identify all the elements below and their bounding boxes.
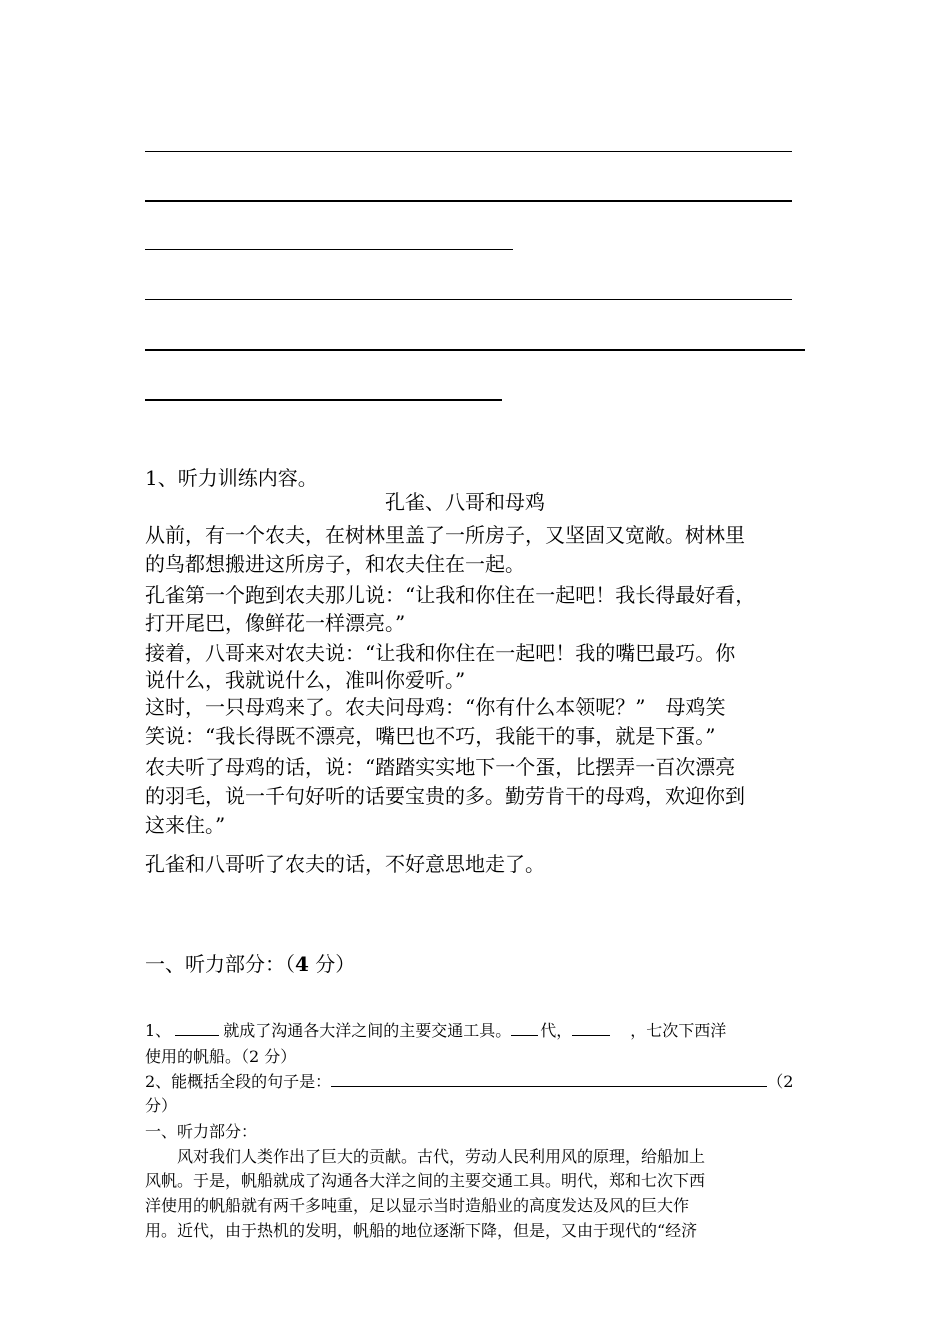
story-line: 笑说：“我长得既不漂亮，嘴巴也不巧，我能干的事，就是下蛋。” (145, 724, 716, 748)
passage-line: 风对我们人类作出了巨大的贡献。古代，劳动人民利用风的原理，给船加上 (145, 1147, 706, 1166)
question-2-continued: 分） (145, 1096, 178, 1115)
question-text: 2、能概括全段的句子是： (145, 1072, 332, 1091)
listening-heading: 1、听力训练内容。 (145, 466, 318, 490)
writing-line (145, 399, 502, 401)
section-score: 4 (295, 952, 309, 976)
question-1 (145, 1018, 726, 1041)
writing-line (145, 299, 792, 300)
story-line: 孔雀第一个跑到农夫那儿说：“让我和你住在一起吧！我长得最好看， (145, 583, 756, 607)
story-title: 孔雀、八哥和母鸡 (385, 490, 545, 514)
story-line: 农夫听了母鸡的话，说：“踏踏实实地下一个蛋，比摆弄一百次漂亮 (145, 755, 736, 779)
answer-blank[interactable] (572, 1020, 610, 1036)
question-2 (145, 1069, 793, 1092)
story-line: 打开尾巴，像鲜花一样漂亮。” (145, 611, 406, 635)
answer-blank[interactable] (175, 1020, 219, 1036)
passage-line: 用。近代，由于热机的发明，帆船的地位逐渐下降，但是，又由于现代的“经济 (145, 1221, 698, 1240)
section-heading: 一、听力部分： (145, 1122, 258, 1141)
answer-blank[interactable] (511, 1020, 538, 1036)
section-heading-suffix: 分） (308, 952, 356, 976)
section-heading-prefix: 一、听力部分：（ (145, 952, 295, 976)
question-1-continued: 使用的帆船。（2 分） (145, 1047, 297, 1066)
story-line: 的鸟都想搬进这所房子，和农夫住在一起。 (145, 552, 525, 576)
story-line: 这时，一只母鸡来了。农夫问母鸡：“你有什么本领呢？” 母鸡笑 (145, 695, 726, 719)
question-number: 1、 (145, 1021, 172, 1040)
passage-line: 风帆。于是，帆船就成了沟通各大洋之间的主要交通工具。明代，郑和七次下西 (145, 1171, 706, 1190)
section-heading (145, 948, 355, 977)
writing-line (145, 349, 805, 351)
story-line: 孔雀和八哥听了农夫的话，不好意思地走了。 (145, 852, 545, 876)
story-line: 说什么，我就说什么，准叫你爱听。” (145, 668, 466, 692)
writing-line (145, 151, 792, 152)
writing-line (145, 249, 513, 250)
story-line: 这来住。” (145, 813, 226, 837)
answer-blank[interactable] (331, 1071, 767, 1087)
story-line: 从前，有一个农夫，在树林里盖了一所房子，又坚固又宽敞。树林里 (145, 523, 745, 547)
story-line: 接着，八哥来对农夫说：“让我和你住在一起吧！我的嘴巴最巧。你 (145, 641, 736, 665)
story-line: 的羽毛，说一千句好听的话要宝贵的多。勤劳肯干的母鸡，欢迎你到 (145, 784, 745, 808)
passage-line: 洋使用的帆船就有两千多吨重，足以显示当时造船业的高度发达及风的巨大作 (145, 1196, 690, 1215)
question-text: ，七次下西洋 (630, 1021, 727, 1040)
question-text: 代， (540, 1021, 573, 1040)
writing-line (145, 200, 792, 202)
question-score: （2 (767, 1072, 794, 1091)
question-text: 就成了沟通各大洋之间的主要交通工具。 (223, 1021, 512, 1040)
